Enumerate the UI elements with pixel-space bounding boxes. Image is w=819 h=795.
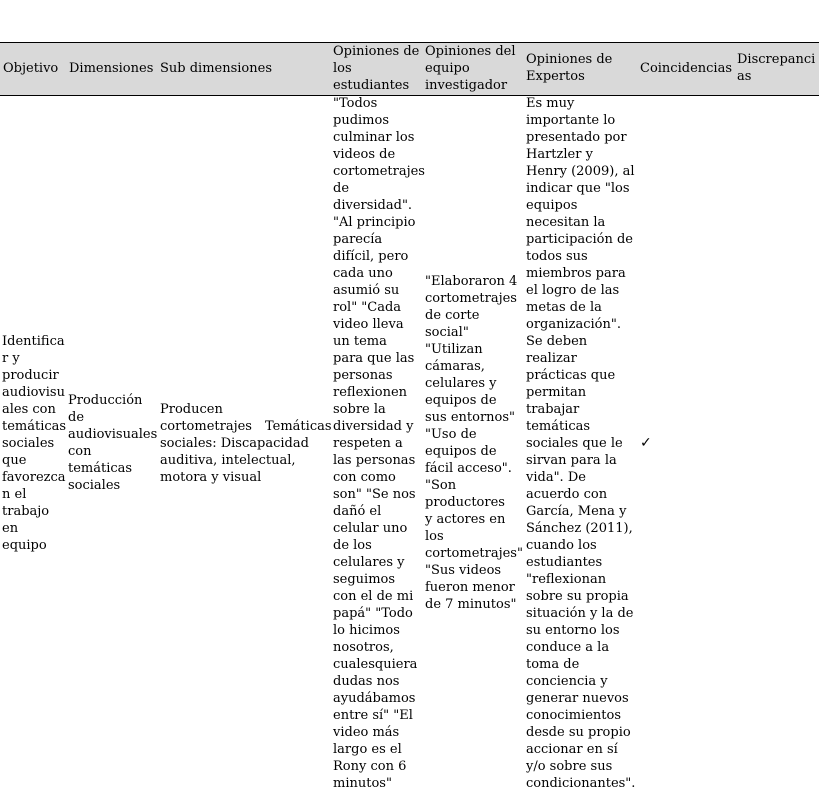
- header-objetivo: Objetivo: [3, 61, 59, 76]
- cell-opiniones-expertos: Es muy importante lo presentado por Hartzler y Henry (2009), al indicar que "los equipos necesitan la participación de todos sus miembros para el logro de las metas de la organización". Se deben realizar prácticas que permitan trabajar temáticas sociales que le sirvan para la vida". De acuerdo con García, Mena y Sánchez (2011), cuando los estudiantes "reflexionan sobre su propia situación y la de su entorno los conduce a la toma de conciencia y generar nuevos conocimientos desde su propio accionar en sí y/o sobre sus condicionantes".: [526, 96, 636, 791]
- header-discrepancias: Discrepanci as: [737, 52, 816, 84]
- cell-dimensiones: Producción de audiovisuales con temáticas sociales: [68, 393, 158, 493]
- header-sub-dimensiones: Sub dimensiones: [160, 61, 272, 76]
- header-dimensiones: Dimensiones: [69, 61, 154, 76]
- header-opiniones-estudiantes: Opiniones de los estudiantes: [333, 44, 420, 93]
- checkmark-icon: ✓: [640, 435, 652, 451]
- cell-sub-dimension-b: Temáticas: [265, 419, 332, 434]
- cell-opiniones-estudiantes: "Todos pudimos culminar los videos de cortometrajes de diversidad". "Al principio parecía difícil, pero cada uno asumió su rol" "Cada video lleva un tema para que las personas reflexionen sobre la diversidad y respeten a las personas con como son" "Se nos dañó el celular uno de los celulares y seguimos con el de mi papá" "Todo lo hicimos nosotros, cualesquiera dudas nos ayudábamos entre sí" "El video más largo es el Rony con 6 minutos": [333, 96, 425, 791]
- header-coincidencias: Coincidencias: [640, 61, 732, 76]
- cell-opiniones-equipo: "Elaboraron 4 cortometrajes de corte social" "Utilizan cámaras, celulares y equipos de sus entornos" "Uso de equipos de fácil acceso". "Son productores y actores en los cortometrajes" "Sus videos fueron menor de 7 minutos": [425, 274, 523, 612]
- header-opiniones-expertos: Opiniones de Expertos: [526, 52, 613, 84]
- header-opiniones-equipo: Opiniones del equipo investigador: [425, 44, 516, 93]
- cell-sub-dimension-a: Producen cortometrajes sociales: Discapacidad auditiva, intelectual, motora y visual: [160, 402, 309, 485]
- cell-objetivo: Identifica r y producir audiovisu ales con temáticas sociales que favorezca n el trabajo en equipo: [2, 334, 67, 553]
